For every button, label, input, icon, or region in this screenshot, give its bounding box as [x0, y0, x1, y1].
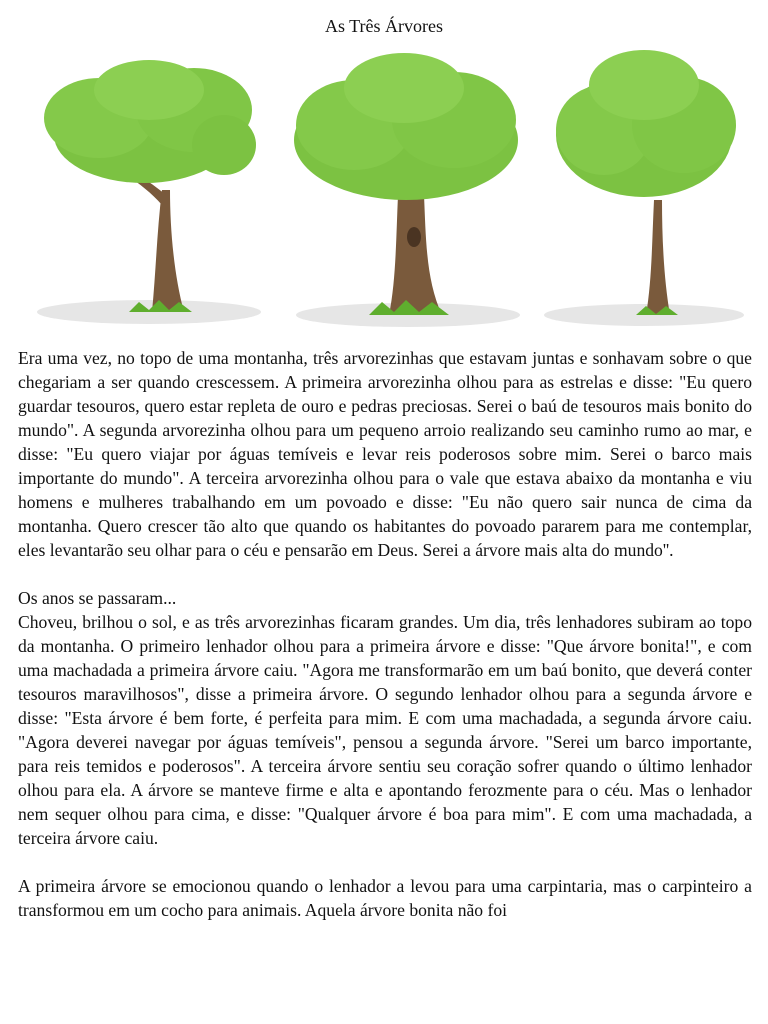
paragraph-3: A primeira árvore se emocionou quando o lenhador a levou para uma carpintaria, mas o carpinteiro a transformou em um cocho para animais. Aquela árvore bonita não foi [18, 876, 752, 920]
document-title: As Três Árvores [324, 16, 443, 36]
tree-2-icon [294, 53, 518, 315]
tree-1-icon [44, 60, 256, 312]
paragraph-2: Os anos se passaram... Choveu, brilhou o sol, e as três arvorezinhas ficaram grandes. Um dia, três lenhadores subiram ao topo da montanha. O primeiro lenhador olhou para a primeira árvore e disse: "Que árvore bonita!", e com uma machadada a primeira árvore caiu. "Agora me transformarão em um baú bonito, que deverá conter tesouros maravilhosos", disse a primeira árvore. O segundo lenhador olhou para a segunda árvore e disse: "Esta árvore é bem forte, é perfeita para mim. E com uma machadada, a segunda árvore caiu. "Agora deverei navegar por águas temíveis", pensou a segunda árvore. "Serei um barco importante, para reis temidos e poderosos". A terceira árvore sentiu seu coração sofrer quando o último lenhador olhou para ela. A árvore se manteve firme e alta e apontando ferozmente para o céu. Mas o lenhador nem sequer olhou para cima, e disse: "Qualquer árvore é boa para mim". E com uma machadada, a terceira árvore caiu. [18, 588, 752, 848]
three-trees-illustration [24, 40, 754, 332]
story-body [18, 346, 752, 922]
paragraph-1: Era uma vez, no topo de uma montanha, três arvorezinhas que estavam juntas e sonhavam sobre o que chegariam a ser quando crescessem. A primeira arvorezinha olhou para as estrelas e disse: "Eu quero guardar tesouros, quero estar repleta de ouro e pedras preciosas. Serei o baú de tesouros mais bonito do mundo". A segunda arvorezinha olhou para um pequeno arroio realizando seu caminho rumo ao mar, e disse: "Eu quero viajar por águas temíveis e levar reis poderosos sobre mim. Serei o barco mais importante do mundo". A terceira arvorezinha olhou para o vale que estava abaixo da montanha e viu homens e mulheres trabalhando em um povoado e disse: "Eu não quero sair nunca de cima da montanha. Quero crescer tão alto que quando os habitantes do povoado pararem para me contemplar, eles levantarão seu olhar para o céu e pensarão em Deus. Serei a árvore mais alta do mundo''. [18, 348, 752, 560]
tree-3-icon [556, 50, 736, 315]
